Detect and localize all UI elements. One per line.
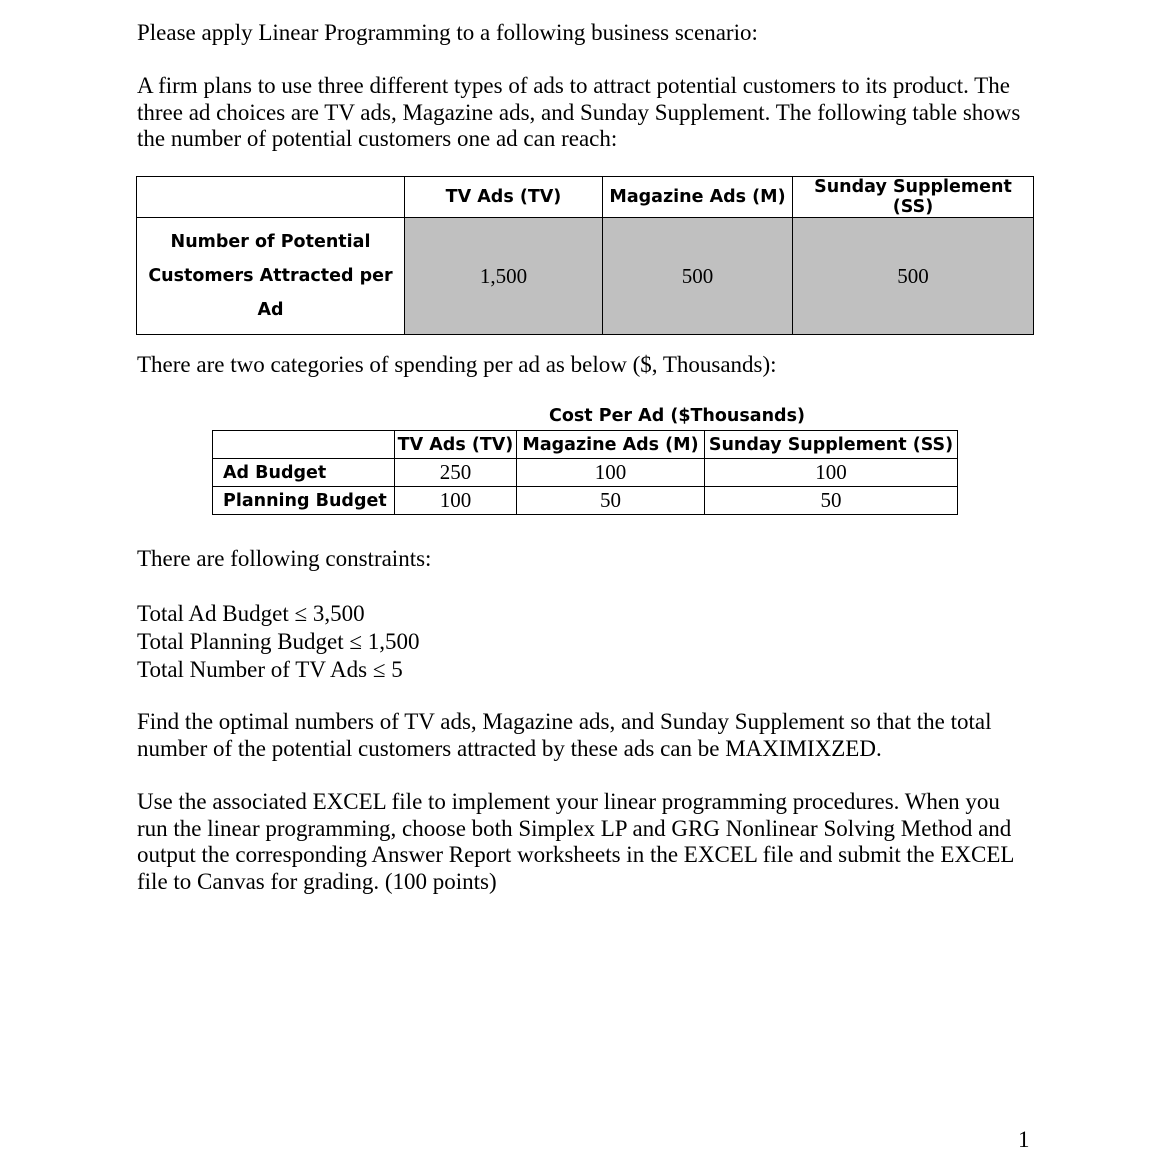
objective-paragraph [137,709,992,762]
intro-text: Please apply Linear Programming to a following business scenario: [137,20,758,45]
cell-planning-budget-magazine: 50 [517,487,705,515]
scenario-paragraph [137,73,1020,153]
cell-planning-budget-sunday: 50 [705,487,958,515]
header-cell-tv: TV Ads (TV) [405,177,603,218]
instructions-line: file to Canvas for grading. (100 points) [137,868,497,894]
scenario-line: A firm plans to use three different types of ads to attract potential customers to its product. The [137,73,1010,98]
customers-table [136,176,1034,335]
cell-ad-budget-sunday: 100 [705,459,958,487]
value-cell-tv: 1,500 [405,218,603,335]
customers-table-row [137,218,1034,335]
header-cell-magazine: Magazine Ads (M) [517,431,705,459]
table-row [213,459,958,487]
table-row [213,487,958,515]
page-number: 1 [1018,1127,1030,1152]
row-label-line: Customers Attracted per Ad [148,266,393,320]
row-label-planning-budget: Planning Budget [213,487,395,515]
header-cell-empty [137,177,405,218]
header-cell-empty [213,431,395,459]
cost-table-header [213,431,958,459]
customers-table-header [137,177,1034,218]
spending-intro-text: There are two categories of spending per ad as below ($, Thousands): [137,352,777,377]
constraint-item: Total Ad Budget ≤ 3,500 [137,601,365,626]
instructions-line: Use the associated EXCEL file to implement your linear programming procedures. When you [137,789,1000,814]
row-label-line: Number of Potential [170,232,371,252]
value-cell-magazine: 500 [603,218,793,335]
header-cell-magazine: Magazine Ads (M) [603,177,793,218]
cost-table [212,430,958,515]
instructions-paragraph [137,789,1014,895]
value-cell-sunday: 500 [793,218,1034,335]
header-cell-sunday: Sunday Supplement (SS) [793,177,1034,218]
instructions-line: output the corresponding Answer Report worksheets in the EXCEL file and submit the EXCEL [137,842,1015,867]
row-label-ad-budget: Ad Budget [213,459,395,487]
constraint-item: Total Number of TV Ads ≤ 5 [137,657,403,682]
cell-ad-budget-tv: 250 [395,459,517,487]
header-cell-tv: TV Ads (TV) [395,431,517,459]
cost-table-caption: Cost Per Ad ($Thousands) [549,406,805,426]
constraints-intro-text: There are following constraints: [137,546,432,571]
objective-line: Find the optimal numbers of TV ads, Magazine ads, and Sunday Supplement so that the total [137,709,992,734]
cell-ad-budget-magazine: 100 [517,459,705,487]
constraint-item: Total Planning Budget ≤ 1,500 [137,629,420,654]
cell-planning-budget-tv: 100 [395,487,517,515]
row-label-customers [137,218,405,335]
header-cell-sunday: Sunday Supplement (SS) [705,431,958,459]
instructions-line: run the linear programming, choose both Simplex LP and GRG Nonlinear Solving Method and [137,815,1012,841]
objective-line: number of the potential customers attracted by these ads can be MAXIMIXZED. [137,735,882,761]
scenario-line: three ad choices are TV ads, Magazine ads, and Sunday Supplement. The following table shows [137,99,1021,125]
scenario-line: the number of potential customers one ad can reach: [137,126,618,151]
constraints-list [137,600,420,684]
